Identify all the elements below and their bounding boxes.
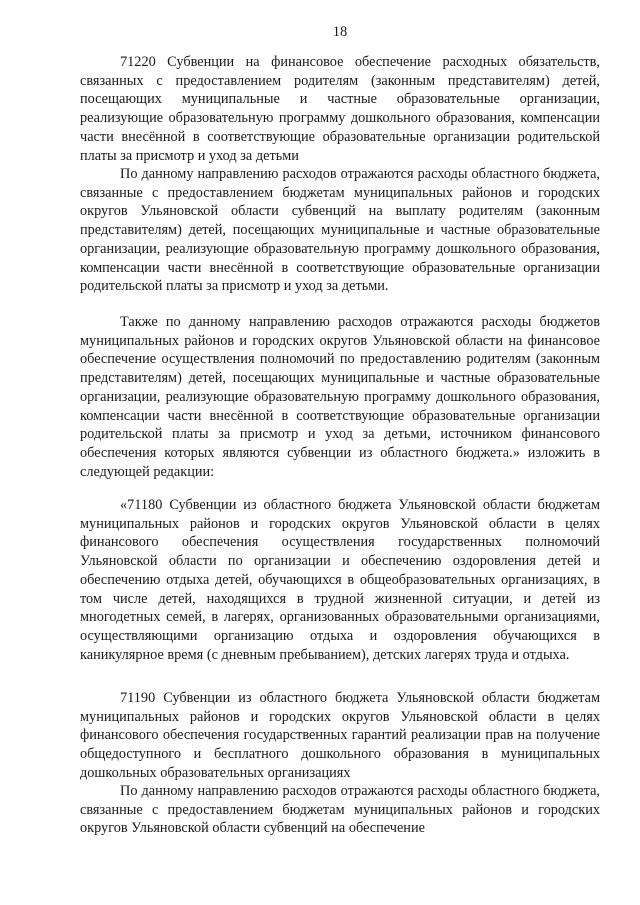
paragraph-71220-description: По данному направлению расходов отражаются расходы областного бюджета, связанные с предоставлением бюджетам муниципальных районов и городских округов Ульяновской области субвенций на выплату родителям (законным представителям) детей, посещающих муниципальные и частные образовательные организации, реализующие образовательную программу дошкольного образования, компенсации части внесённой в соответствующие образовательные организации родительской платы за присмотр и уход за детьми. (80, 166, 600, 295)
paragraph-71220-heading: 71220 Субвенции на финансовое обеспечение расходных обязательств, связанных с предоставлением родителям (законным представителям) детей, посещающих муниципальные и частные образовательные организации, реализующие образовательную программу дошкольного образования, компенсации части внесённой в соответствующие образовательные организации родительской платы за присмотр и уход за детьми (80, 54, 600, 164)
paragraph-71220-additional: Также по данному направлению расходов отражаются расходы бюджетов муниципальных районов и городских округов Ульяновской области на финансовое обеспечение осуществления полномочий по предоставлению родителям (законным представителям) детей, посещающих муниципальные и частные образовательные организации, реализующие образовательную программу дошкольного образования, компенсации части внесённой в соответствующие образовательные организации родительской платы за присмотр и уход за детьми, источником финансового обеспечения которых являются субвенции из областного бюджета.» изложить в следующей редакции: (80, 314, 600, 480)
page-number: 18 (332, 24, 348, 40)
paragraph-71190-heading: 71190 Субвенции из областного бюджета Ульяновской области бюджетам муниципальных районов и городских округов Ульяновской области в целях финансового обеспечения государственных гарантий реализации прав на получение общедоступного и бесплатного дошкольного образования в муниципальных дошкольных образовательных организациях (80, 690, 600, 781)
paragraph-71180-heading: «71180 Субвенции из областного бюджета Ульяновской области бюджетам муниципальных районов и городских округов Ульяновской области в целях финансового обеспечения осуществления государственных полномочий Ульяновской области по организации и обеспечению оздоровления детей и обеспечению отдыха детей, обучающихся в общеобразовательных организациях, в том числе детей, находящихся в трудной жизненной ситуации, и детей из многодетных семей, в лагерях, организованных образовательными организациями, осуществляющими организацию отдыха и оздоровления обучающихся в каникулярное время (с дневным пребыванием), детских лагерях труда и отдыха. (80, 497, 600, 663)
paragraph-71190-description: По данному направлению расходов отражаются расходы областного бюджета, связанные с предоставлением бюджетам муниципальных районов и городских округов Ульяновской области субвенций на обеспечение (80, 783, 600, 837)
